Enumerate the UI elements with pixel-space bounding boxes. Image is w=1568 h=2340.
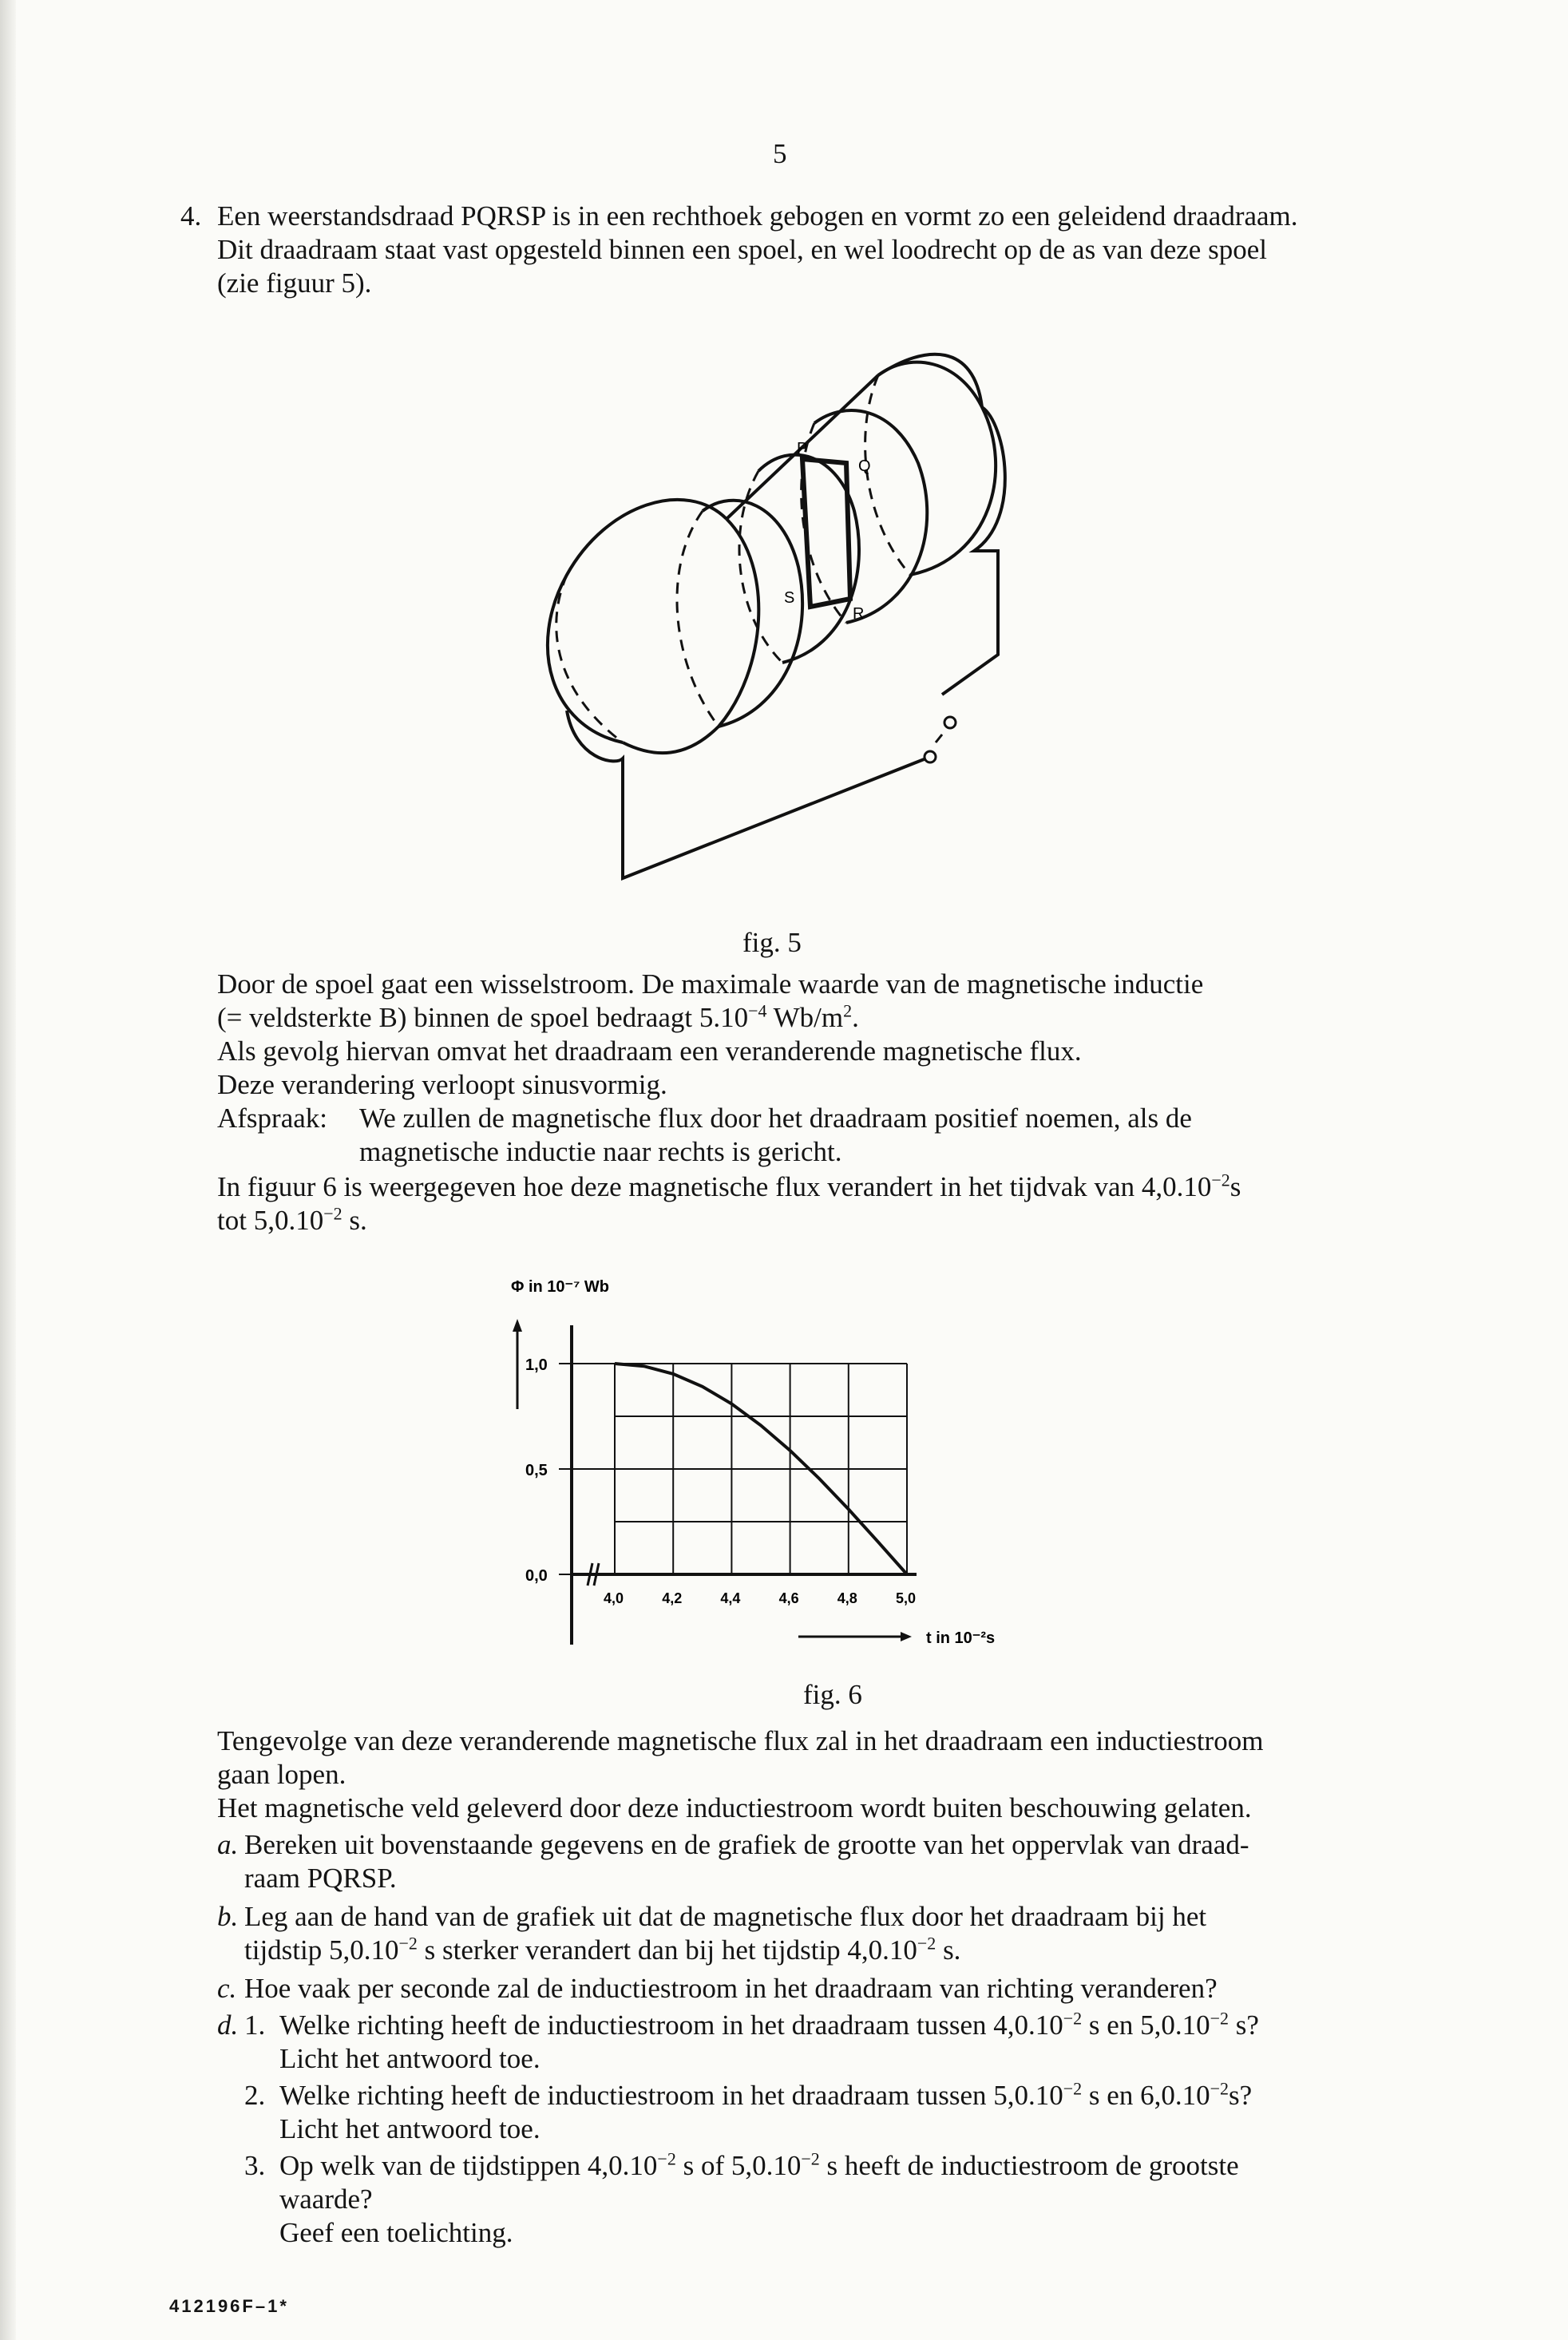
y-tick-label-2: 0,0 bbox=[525, 1567, 548, 1585]
x-tick-label-0: 4,0 bbox=[604, 1590, 624, 1606]
after-line-3: Het magnetische veld geleverd door deze inductiestroom wordt buiten beschouwing gelaten. bbox=[217, 1792, 1252, 1823]
subq-b-line-2: tijdstip $5,0.10^{-2}$ s sterker verandert dan bij het tijdstip $4,0.10^{-2}$ s. bbox=[244, 1933, 961, 1966]
after-line-1: Tengevolge van deze veranderende magnetische flux zal in het draadraam een inductiestroom bbox=[217, 1725, 1264, 1756]
x-tick-label-1: 4,2 bbox=[662, 1590, 683, 1606]
desc-line-3: Als gevolg hiervan omvat het draadraam een veranderende magnetische flux. bbox=[217, 1035, 1082, 1067]
subq-d1-line-2: Licht het antwoord toe. bbox=[279, 2043, 540, 2074]
fig5-caption: fig. 5 bbox=[742, 927, 802, 958]
fig6-caption: fig. 6 bbox=[803, 1679, 862, 1710]
subq-d3-line-2: waarde? bbox=[279, 2184, 373, 2215]
afspraak-line-2: magnetische inductie naar rechts is gericht. bbox=[359, 1136, 842, 1167]
page-binding-edge bbox=[0, 0, 16, 2340]
terminal-1 bbox=[925, 751, 936, 762]
subq-a-line-2: raam PQRSP. bbox=[244, 1863, 397, 1894]
desc-line-2: (= veldsterkte B) binnen de spoel bedraagt $5.10^{-4}$ $Wb/m^2$. bbox=[217, 1000, 859, 1033]
subq-c-line-1: Hoe vaak per seconde zal de inductiestroom in het draadraam van richting veranderen? bbox=[244, 1973, 1218, 2004]
desc-line-1: Door de spoel gaat een wisselstroom. De maximale waarde van de magnetische inductie bbox=[217, 968, 1204, 1000]
y-tick-label-0: 1,0 bbox=[525, 1356, 548, 1374]
x-tick-label-5: 5,0 bbox=[896, 1590, 917, 1606]
terminal-2 bbox=[944, 717, 956, 728]
coil-loop-4 bbox=[814, 410, 927, 623]
coil-loop-2 bbox=[703, 501, 802, 727]
fig6-flux-graph bbox=[463, 1245, 1070, 1677]
y-axis-arrowhead bbox=[513, 1319, 522, 1332]
label-r: R bbox=[853, 605, 865, 623]
subq-d2-line-2: Licht het antwoord toe. bbox=[279, 2113, 540, 2144]
label-q: Q bbox=[858, 457, 871, 475]
fig5-coil-diagram bbox=[495, 311, 1102, 918]
subq-d1-line-1: Welke richting heeft de inductiestroom in het draadraam tussen $4,0.10^{-2}$ s en $5,0.10^{-2}$ s? bbox=[279, 2008, 1259, 2041]
desc-line-6: tot $5,0.10^{-2}$ s. bbox=[217, 1203, 367, 1236]
footer-code: 412196F–1* bbox=[169, 2296, 289, 2316]
subq-d3-line-1: Op welk van de tijdstippen $4,0.10^{-2}$ s of $5,0.10^{-2}$ s heeft de inductiestroom de grootste bbox=[279, 2148, 1239, 2181]
coil-loop-1 bbox=[548, 500, 727, 742]
x-axis-label: t in 10⁻²s bbox=[926, 1629, 996, 1647]
subq-d3-num: 3. bbox=[244, 2150, 266, 2181]
y-axis-label: Φ in 10⁻⁷ Wb bbox=[511, 1278, 610, 1296]
label-s: S bbox=[784, 589, 795, 607]
y-tick-label-1: 0,5 bbox=[525, 1462, 548, 1479]
subq-c-letter: c. bbox=[217, 1973, 237, 2004]
x-tick-label-3: 4,6 bbox=[778, 1590, 799, 1606]
x-tick-label-4: 4,8 bbox=[837, 1590, 857, 1606]
subq-d3-line-3: Geef een toelichting. bbox=[279, 2217, 513, 2248]
subq-b-letter: b. bbox=[217, 1901, 239, 1932]
subq-a-letter: a. bbox=[217, 1829, 239, 1860]
intro-line-3: (zie figuur 5). bbox=[217, 267, 372, 299]
label-p: P bbox=[797, 440, 808, 457]
subq-b-line-1: Leg aan de hand van de grafiek uit dat de magnetische flux door het draadraam bij het bbox=[244, 1901, 1207, 1932]
after-line-2: gaan lopen. bbox=[217, 1759, 346, 1790]
subq-d1-num: 1. bbox=[244, 2009, 266, 2041]
page-number: 5 bbox=[773, 138, 787, 169]
wire-frame-pqrs bbox=[802, 459, 850, 607]
desc-line-5: In figuur 6 is weergegeven hoe deze magnetische flux verandert in het tijdvak van $4,0.10^{-2}s$ bbox=[217, 1170, 1241, 1202]
subq-d2-num: 2. bbox=[244, 2080, 266, 2111]
subq-d-letter: d. bbox=[217, 2009, 239, 2041]
afspraak-line-1: We zullen de magnetische flux door het draadraam positief noemen, als de bbox=[359, 1103, 1192, 1134]
coil-left-lead bbox=[567, 711, 926, 878]
intro-line-1: Een weerstandsdraad PQRSP is in een rechthoek gebogen en vormt zo een geleidend draadraam. bbox=[217, 200, 1298, 232]
afspraak-label: Afspraak: bbox=[217, 1103, 328, 1134]
subq-d2-line-1: Welke richting heeft de inductiestroom in het draadraam tussen $5,0.10^{-2}$ s en $6,0.10^{-2}s$? bbox=[279, 2078, 1253, 2111]
question-number: 4. bbox=[180, 200, 202, 232]
intro-line-2: Dit draadraam staat vast opgesteld binnen een spoel, en wel loodrecht op de as van deze spoel bbox=[217, 234, 1267, 265]
subq-a-line-1: Bereken uit bovenstaande gegevens en de grafiek de grootte van het oppervlak van draad- bbox=[244, 1829, 1249, 1860]
x-tick-label-2: 4,4 bbox=[720, 1590, 741, 1606]
x-axis-arrowhead bbox=[901, 1632, 912, 1641]
desc-line-4: Deze verandering verloopt sinusvormig. bbox=[217, 1069, 667, 1100]
